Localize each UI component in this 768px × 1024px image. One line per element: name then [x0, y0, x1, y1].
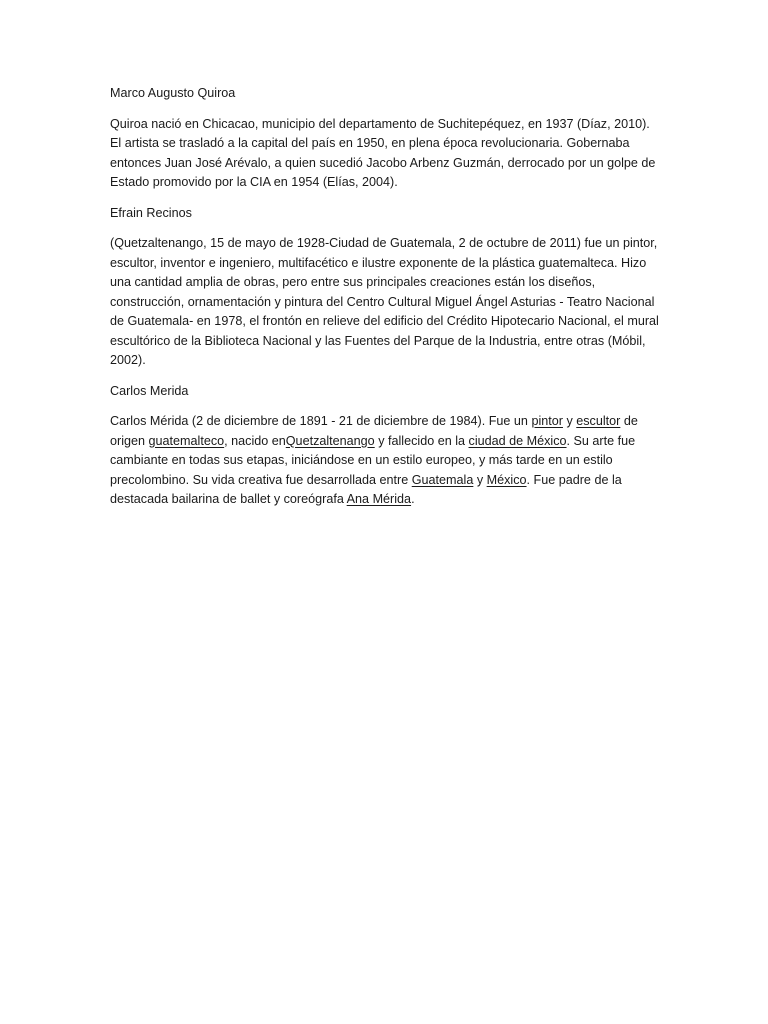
text-run: . Su arte fue cambiante en todas sus etapas, iniciándose en un estilo europeo, y más tarde en un estilo precolombino. Su vida creativa fue desarrollada entre: [110, 433, 636, 487]
paragraph-text: (Quetzaltenango, 15 de mayo de 1928-Ciudad de Guatemala, 2 de octubre de 2011) fue un pintor, escultor, inventor e ingeniero, multifacético e ilustre exponente de la plástica guatemalteca. Hizo una cantidad amplia de obras, pero entre sus principales creaciones están los diseños, construcción, ornamentación y pintura del Centro Cultural Miguel Ángel Asturias - Teatro Nacional de Guatemala- en 1978, el frontón en relieve del edificio del Crédito Hipotecario Nacional, el mural escultórico de la Biblioteca Nacional y las Fuentes del Parque de la Industria, entre otras (Móbil, 2002).: [110, 236, 659, 367]
link-guatemalteco[interactable]: guatemalteco: [148, 433, 225, 448]
text-run: .: [411, 492, 415, 506]
link-pintor[interactable]: pintor: [531, 414, 563, 428]
text-run: y fallecido en la: [374, 433, 469, 448]
text-run: y: [562, 414, 577, 428]
link-escultor[interactable]: escultor: [576, 414, 621, 428]
section-paragraph-quiroa: [110, 115, 662, 193]
text-run: y: [473, 472, 487, 487]
section-heading-recinos: Efrain Recinos: [110, 205, 192, 220]
link-ciudad-de-mexico[interactable]: ciudad de México: [468, 433, 567, 448]
link-quetzaltenango[interactable]: Quetzaltenango: [285, 433, 375, 448]
section-heading-quiroa: Marco Augusto Quiroa: [110, 86, 236, 100]
section-paragraph-recinos: [110, 234, 662, 371]
document-body: [110, 84, 662, 521]
link-mexico[interactable]: México: [486, 472, 527, 487]
section-heading-merida: Carlos Merida: [110, 383, 189, 398]
text-run: de origen: [110, 414, 638, 448]
section-paragraph-merida: [110, 412, 662, 510]
text-run: Carlos Mérida (2 de diciembre de 1891 - 21 de diciembre de 1984). Fue un: [110, 414, 532, 428]
text-run: , nacido en: [224, 433, 286, 448]
paragraph-text: [110, 412, 662, 510]
link-ana-merida[interactable]: Ana Mérida: [346, 492, 412, 506]
text-run: . Fue padre de la destacada bailarina de ballet y coreógrafa: [110, 472, 622, 506]
link-guatemala[interactable]: Guatemala: [411, 472, 474, 487]
paragraph-text: Quiroa nació en Chicacao, municipio del departamento de Suchitepéquez, en 1937 (Díaz, 2010). El artista se trasladó a la capital del país en 1950, en plena época revolucionaria. Gobernaba entonces Juan José Arévalo, a quien sucedió Jacobo Arbenz Guzmán, derrocado por un golpe de Estado promovido por la CIA en 1954 (Elías, 2004).: [110, 116, 656, 189]
